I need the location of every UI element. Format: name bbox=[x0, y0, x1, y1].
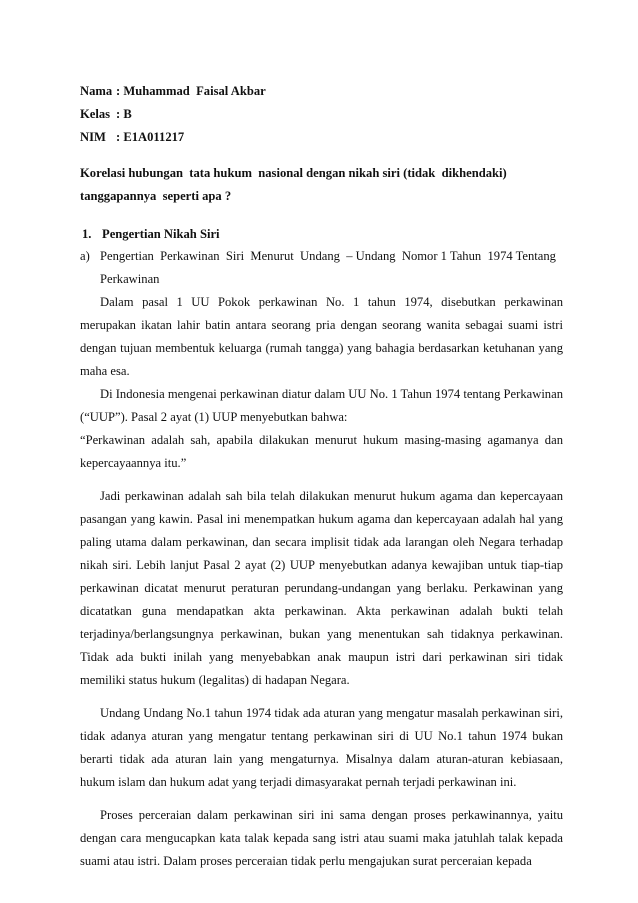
paragraph-3: Jadi perkawinan adalah sah bila telah dilakukan menurut hukum agama dan kepercayaan pasangan yang kawin. Pasal ini menempatkan hukum agama dan kepercayaan adalah hal yang paling utama dalam perkawinan, dan secara implisit tidak ada larangan oleh Negara terhadap nikah siri. Lebih lanjut Pasal 2 ayat (2) UUP menyebutkan adanya kewajiban untuk tiap-tiap perkawinan dicatat menurut peraturan perundang-undangan yang berlaku. Perkawinan yang dicatatkan guna mendapatkan akta perkawinan. Akta perkawinan adalah bukti telah terjadinya/berlangsungnya perkawinan, bukan yang menentukan sah tidaknya perkawinan. Tidak ada bukti inilah yang menyebabkan anak maupun istri dari perkawinan siri tidak memiliki status hukum (legalitas) di hadapan Negara. bbox=[80, 489, 563, 687]
kelas-value: : B bbox=[116, 107, 132, 121]
kelas-label: Kelas bbox=[80, 107, 111, 121]
paragraph-5: Proses perceraian dalam perkawinan siri ini sama dengan proses perkawinannya, yaitu dengan cara mengucapkan kata talak kepada sang istri atau suami maka jatuhlah talak kepada suami atau istri. Dalam proses perceraian tidak perlu mengajukan surat perceraian kepada bbox=[80, 808, 563, 868]
section-number: 1. bbox=[82, 227, 92, 241]
question-block bbox=[80, 162, 563, 208]
paragraph-quote: “Perkawinan adalah sah, apabila dilakukan menurut hukum masing-masing agamanya dan kepercayaannya itu.” bbox=[80, 433, 563, 470]
kelas-row bbox=[80, 103, 563, 126]
paragraph-2: Di Indonesia mengenai perkawinan diatur dalam UU No. 1 Tahun 1974 tentang Perkawinan (“UUP”). Pasal 2 ayat (1) UUP menyebutkan bahwa: bbox=[80, 387, 563, 424]
nim-label: NIM bbox=[80, 130, 106, 144]
subsection-marker: a) bbox=[80, 249, 90, 263]
subsection-a bbox=[80, 245, 563, 291]
nim-row bbox=[80, 126, 563, 149]
nama-value: : Muhammad Faisal Akbar bbox=[116, 84, 266, 98]
body-text bbox=[80, 291, 563, 873]
question-line-2: tanggapannya seperti apa ? bbox=[80, 189, 232, 203]
question-line-1: Korelasi hubungan tata hukum nasional dengan nikah siri (tidak dikhendaki) bbox=[80, 166, 507, 180]
paragraph-4: Undang Undang No.1 tahun 1974 tidak ada aturan yang mengatur masalah perkawinan siri, tidak adanya aturan yang mengatur tentang perkawinan siri di UU No.1 tahun 1974 bukan berarti tidak ada aturan lain yang mengaturnya. Misalnya dalam aturan-aturan kebiasaan, hukum islam dan hukum adat yang terjadi dimasyarakat pernah terjadi perkawinan ini. bbox=[80, 706, 563, 789]
student-identity bbox=[80, 80, 563, 149]
subsection-title-line-2: Perkawinan bbox=[100, 272, 160, 286]
nim-value: : E1A011217 bbox=[116, 130, 185, 144]
paragraph-1: Dalam pasal 1 UU Pokok perkawinan No. 1 tahun 1974, disebutkan perkawinan merupakan ikatan lahir batin antara seorang pria dengan seorang wanita sebagai suami istri dengan tujuan membentuk keluarga (rumah tangga) yang bahagia berdasarkan ketuhanan yang maha esa. bbox=[80, 295, 563, 378]
section-heading bbox=[82, 223, 565, 246]
section-title: Pengertian Nikah Siri bbox=[102, 227, 220, 241]
nama-row bbox=[80, 80, 563, 103]
nama-label: Nama bbox=[80, 84, 113, 98]
subsection-title-line-1: Pengertian Perkawinan Siri Menurut Undang – Undang Nomor 1 Tahun 1974 Tentang bbox=[100, 249, 556, 263]
